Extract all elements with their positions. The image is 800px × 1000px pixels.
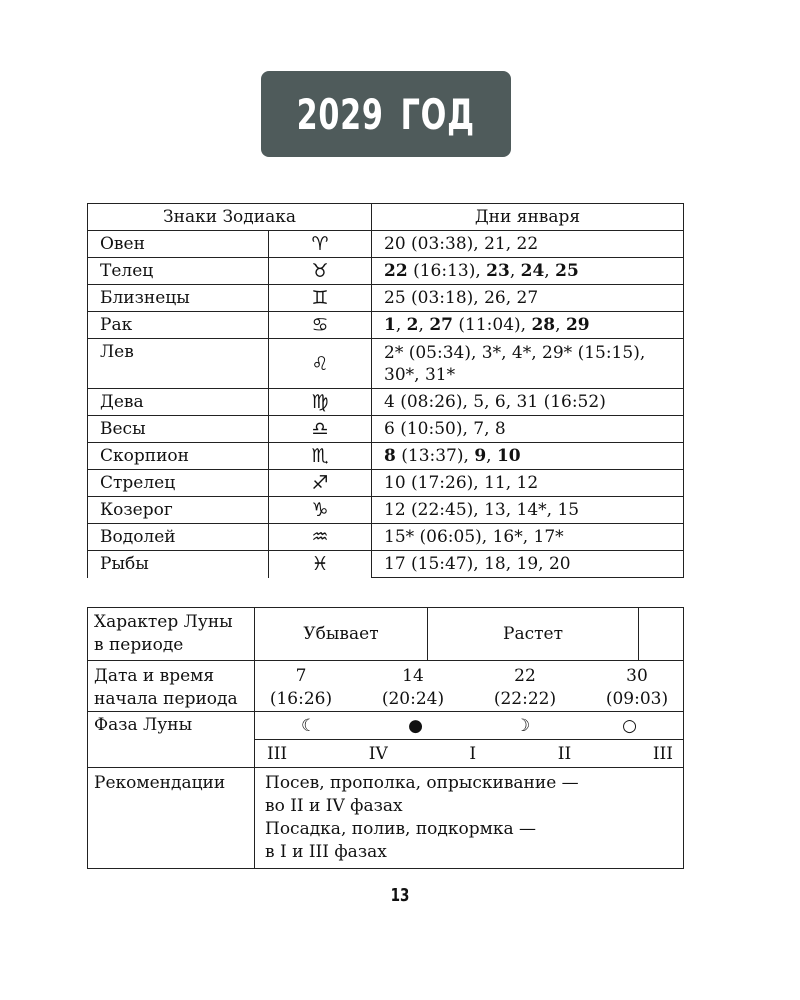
page-title: 2029 ГОД <box>296 89 476 139</box>
zodiac-days: 20 (03:38), 21, 22 <box>372 231 684 258</box>
moon-table <box>87 607 684 869</box>
zodiac-symbol-icon: ♏︎ <box>269 443 372 470</box>
zodiac-row <box>88 470 684 497</box>
full-moon-icon: ○ <box>622 715 638 736</box>
zodiac-days: 25 (03:18), 26, 27 <box>372 285 684 312</box>
moon-recommendations-label: Рекомендации <box>88 768 255 869</box>
moon-period-date: 14 (20:24) <box>381 666 445 709</box>
zodiac-sign-name: Овен <box>88 231 269 258</box>
recommendation-line: во II и IV фазах <box>265 796 403 816</box>
recommendation-line: в I и III фазах <box>265 842 387 862</box>
moon-datetime-text: Дата и время начала периода <box>94 666 238 709</box>
zodiac-row <box>88 524 684 551</box>
zodiac-days: 1, 2, 27 (11:04), 28, 29 <box>372 312 684 339</box>
moon-phase-numeral: III <box>652 743 673 764</box>
zodiac-header-signs: Знаки Зодиака <box>88 204 372 231</box>
zodiac-days: 15* (06:05), 16*, 17* <box>372 524 684 551</box>
zodiac-symbol-icon: ♋︎ <box>269 312 372 339</box>
zodiac-symbol-icon: ♑︎ <box>269 497 372 524</box>
moon-head-empty <box>639 608 683 660</box>
moon-character-label <box>88 608 255 661</box>
zodiac-days: 8 (13:37), 9, 10 <box>372 443 684 470</box>
waxing-crescent-icon: ☽ <box>514 715 531 736</box>
zodiac-days: 17 (15:47), 18, 19, 20 <box>372 551 684 578</box>
zodiac-sign-name: Водолей <box>88 524 269 551</box>
moon-phase-numeral: II <box>557 743 572 764</box>
zodiac-row <box>88 231 684 258</box>
zodiac-symbol-icon: ♐︎ <box>269 470 372 497</box>
moon-period-date: 30 (09:03) <box>605 666 669 709</box>
recommendation-line: Посадка, полив, подкормка — <box>265 819 536 839</box>
zodiac-sign-name: Козерог <box>88 497 269 524</box>
zodiac-sign-name: Скорпион <box>88 443 269 470</box>
moon-dates <box>255 661 683 711</box>
moon-waning: Убывает <box>255 608 428 660</box>
zodiac-row <box>88 389 684 416</box>
zodiac-header-days: Дни января <box>372 204 684 231</box>
zodiac-row <box>88 443 684 470</box>
zodiac-symbol-icon: ♊︎ <box>269 285 372 312</box>
year-banner <box>261 71 511 157</box>
zodiac-symbol-icon: ♈︎ <box>269 231 372 258</box>
moon-recommendations <box>255 768 684 869</box>
moon-phase-numeral: IV <box>368 743 388 764</box>
zodiac-sign-name: Весы <box>88 416 269 443</box>
moon-period-date: 7 (16:26) <box>269 666 333 709</box>
zodiac-row <box>88 551 684 578</box>
zodiac-symbol-icon: ♉︎ <box>269 258 372 285</box>
zodiac-days: 6 (10:50), 7, 8 <box>372 416 684 443</box>
moon-phase-icons <box>255 712 683 739</box>
zodiac-symbol-icon: ♒︎ <box>269 524 372 551</box>
zodiac-symbol-icon: ♓︎ <box>269 551 372 578</box>
zodiac-sign-name: Рыбы <box>88 551 269 578</box>
moon-phase-numerals <box>255 740 683 767</box>
zodiac-days: 2* (05:34), 3*, 4*, 29* (15:15), 30*, 31* <box>372 339 684 389</box>
zodiac-sign-name: Рак <box>88 312 269 339</box>
zodiac-sign-name: Близнецы <box>88 285 269 312</box>
waning-crescent-icon: ☾ <box>300 715 317 736</box>
zodiac-days: 10 (17:26), 11, 12 <box>372 470 684 497</box>
zodiac-sign-name: Стрелец <box>88 470 269 497</box>
moon-datetime-label <box>88 661 255 712</box>
recommendation-line: Посев, прополка, опрыскивание — <box>265 773 579 793</box>
page-number: 13 <box>390 885 410 906</box>
new-moon-icon: ● <box>408 715 424 736</box>
moon-phase-label: Фаза Луны <box>88 712 255 740</box>
moon-character-text: Характер Луны в периоде <box>94 612 233 655</box>
zodiac-days: 4 (08:26), 5, 6, 31 (16:52) <box>372 389 684 416</box>
zodiac-symbol-icon: ♎︎ <box>269 416 372 443</box>
moon-period-date: 22 (22:22) <box>493 666 557 709</box>
zodiac-table <box>87 203 684 578</box>
zodiac-days: 22 (16:13), 23, 24, 25 <box>372 258 684 285</box>
zodiac-sign-name: Дева <box>88 389 269 416</box>
zodiac-symbol-icon: ♌︎ <box>269 339 372 389</box>
moon-waxing: Растет <box>428 608 639 660</box>
zodiac-days: 12 (22:45), 13, 14*, 15 <box>372 497 684 524</box>
moon-phase-label-cont <box>88 740 255 768</box>
zodiac-row <box>88 285 684 312</box>
zodiac-sign-name: Лев <box>88 339 269 389</box>
zodiac-row <box>88 339 684 389</box>
zodiac-row <box>88 312 684 339</box>
zodiac-row <box>88 416 684 443</box>
zodiac-row <box>88 497 684 524</box>
moon-phase-numeral: III <box>267 743 288 764</box>
zodiac-sign-name: Телец <box>88 258 269 285</box>
zodiac-row <box>88 258 684 285</box>
zodiac-symbol-icon: ♍︎ <box>269 389 372 416</box>
moon-phase-numeral: I <box>469 743 477 764</box>
